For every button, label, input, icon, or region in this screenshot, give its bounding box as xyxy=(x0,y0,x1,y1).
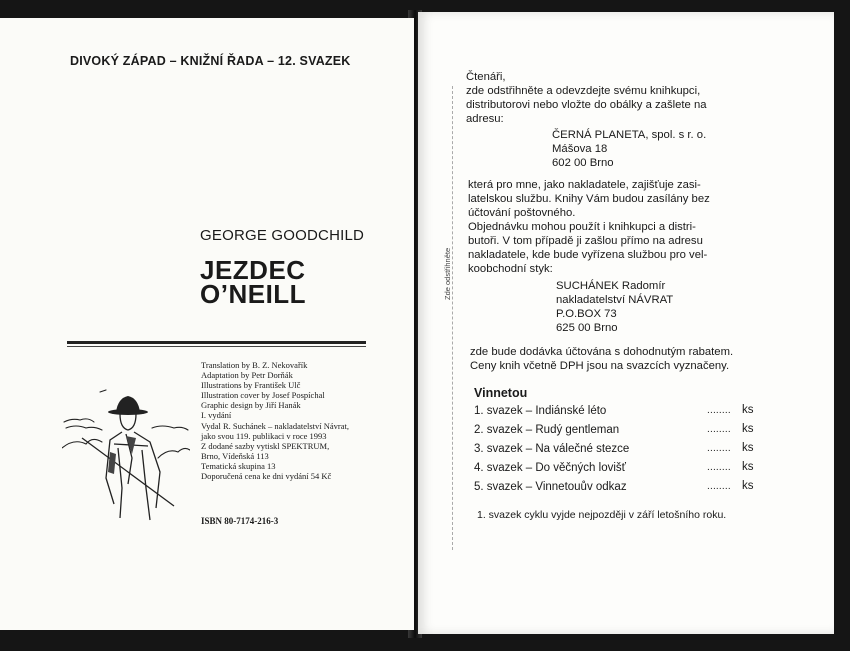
address-line: 625 00 Brno xyxy=(556,322,618,334)
order-row xyxy=(474,443,760,461)
credit-line: Illustration cover by Josef Pospíchal xyxy=(201,390,325,401)
cut-line xyxy=(452,86,454,550)
credit-line: Illustrations by František Ulč xyxy=(201,380,301,391)
unit-label: ks xyxy=(742,442,754,454)
quantity-blank: ........ xyxy=(707,481,731,492)
quantity-blank: ........ xyxy=(707,462,731,473)
address-line: nakladatelství NÁVRAT xyxy=(556,294,674,306)
credit-line: I. vydání xyxy=(201,410,232,421)
order-heading: Vinnetou xyxy=(474,386,528,400)
credit-line: Z dodané sazby vytiskl SPEKTRUM, xyxy=(201,440,330,451)
credit-line: Graphic design by Jiří Hanák xyxy=(201,400,301,411)
order-row xyxy=(474,462,760,480)
left-page xyxy=(0,18,414,630)
address-line: Mášova 18 xyxy=(552,143,608,155)
address-line: 602 00 Brno xyxy=(552,157,614,169)
credit-line: Vydal R. Suchánek – nakladatelství Návrat, xyxy=(201,420,350,431)
unit-label: ks xyxy=(742,480,754,492)
unit-label: ks xyxy=(742,461,754,473)
order-title: 2. svazek – Rudý gentleman xyxy=(474,424,620,436)
book-title xyxy=(200,255,307,309)
cowboy-with-rifle-illustration xyxy=(62,388,190,528)
text-line: adresu: xyxy=(466,113,504,125)
order-title: 3. svazek – Na válečné stezce xyxy=(474,443,630,455)
text-line: Čtenáři, xyxy=(466,71,506,83)
order-title: 4. svazek – Do věčných lovišť xyxy=(474,462,626,474)
quantity-blank: ........ xyxy=(707,424,731,435)
unit-label: ks xyxy=(742,404,754,416)
credit-line: Translation by B. Z. Nekovařík xyxy=(201,360,308,370)
title-line-1: JEZDEC xyxy=(200,255,306,285)
address-line: P.O.BOX 73 xyxy=(556,308,617,320)
credit-line: Adaptation by Petr Dorňák xyxy=(201,370,293,381)
publisher-address xyxy=(556,279,673,335)
address-line: SUCHÁNEK Radomír xyxy=(556,280,666,292)
distributor-address xyxy=(552,128,706,170)
divider-thin xyxy=(67,346,366,347)
footnote: 1. svazek cyklu vyjde nejpozději v září letošního roku. xyxy=(477,509,727,521)
text-line: zde odstřihněte a odevzdejte svému knihkupci, xyxy=(466,85,701,97)
quantity-blank: ........ xyxy=(707,443,731,454)
isbn: ISBN 80-7174-216-3 xyxy=(201,516,279,526)
pricing-paragraph xyxy=(470,345,733,373)
intro-paragraph xyxy=(466,70,707,126)
cut-label: Zde odstřihněte xyxy=(443,247,452,300)
divider-thick xyxy=(67,341,366,344)
text-line: distributorovi nebo vložte do obálky a zašlete na xyxy=(466,99,707,111)
credits-block xyxy=(201,360,349,481)
credit-line: Doporučená cena ke dni vydání 54 Kč xyxy=(201,471,332,482)
address-line: ČERNÁ PLANETA, spol. s r. o. xyxy=(552,129,707,141)
info-paragraph xyxy=(468,178,710,276)
quantity-blank: ........ xyxy=(707,405,731,416)
author-name: GEORGE GOODCHILD xyxy=(200,227,365,244)
text-line: účtování poštovného. xyxy=(468,207,576,219)
text-line: nakladatele, kde bude vyřízena službou pro vel- xyxy=(468,249,708,261)
order-title: 1. svazek – Indiánské léto xyxy=(474,405,607,417)
text-line: která pro mne, jako nakladatele, zajišťuje zasi- xyxy=(468,179,701,191)
credit-line: jako svou 119. publikaci v roce 1993 xyxy=(201,430,327,441)
order-row xyxy=(474,405,760,423)
text-line: Ceny knih včetně DPH jsou na svazcích vyznačeny. xyxy=(470,360,730,372)
text-line: Objednávku mohou použít i knihkupci a distri- xyxy=(468,221,696,233)
title-line-2: O’NEILL xyxy=(200,279,307,309)
order-row xyxy=(474,424,760,442)
text-line: koobchodní styk: xyxy=(468,263,553,275)
order-row xyxy=(474,481,760,499)
credit-line: Tematická skupina 13 xyxy=(201,460,276,471)
order-title: 5. svazek – Vinnetouův odkaz xyxy=(474,481,627,493)
series-line: DIVOKÝ ZÁPAD – KNIŽNÍ ŘADA – 12. SVAZEK xyxy=(70,54,351,68)
credit-line: Brno, Vídeňská 113 xyxy=(201,450,269,461)
text-line: latelskou službu. Knihy Vám budou zasílány bez xyxy=(468,193,710,205)
unit-label: ks xyxy=(742,423,754,435)
text-line: zde bude dodávka účtována s dohodnutým rabatem. xyxy=(470,346,734,358)
text-line: butoři. V tom případě ji zašlou přímo na adresu xyxy=(468,235,703,247)
